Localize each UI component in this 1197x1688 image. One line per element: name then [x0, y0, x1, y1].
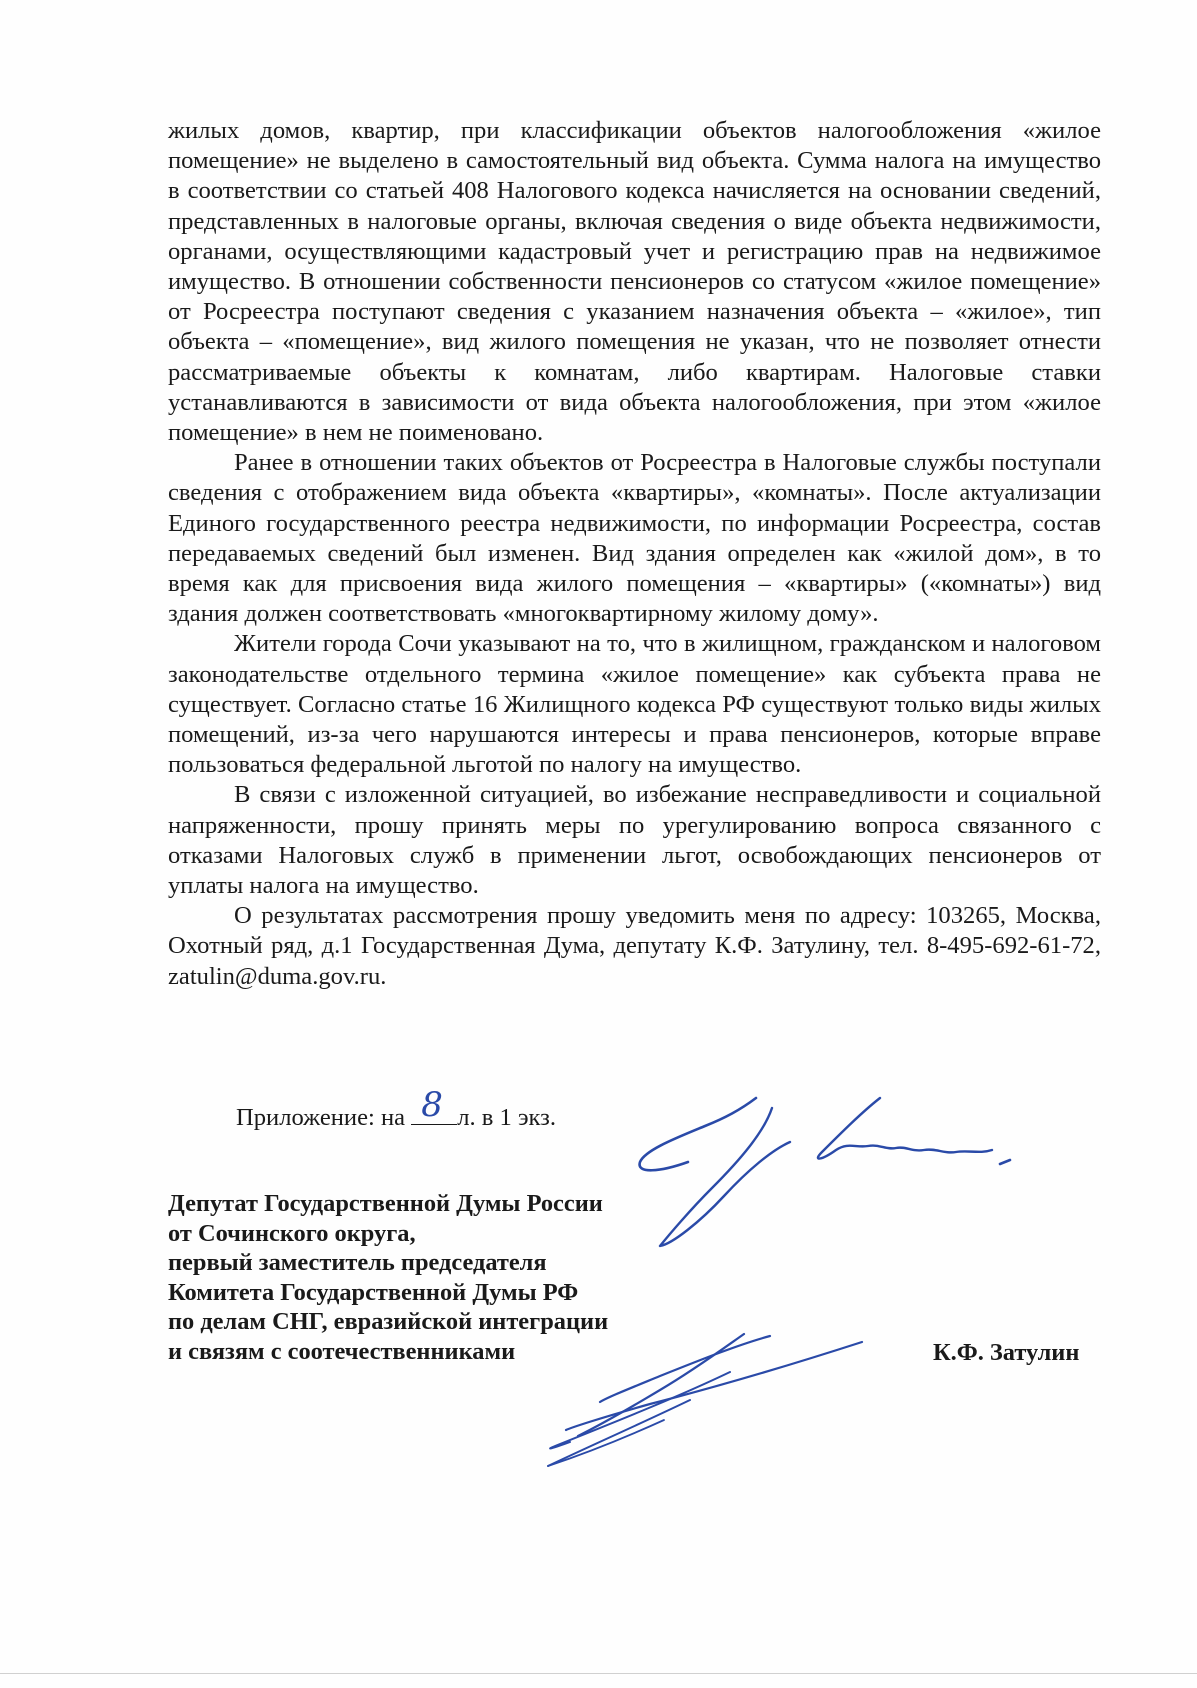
- attachment-suffix: л. в 1 экз.: [457, 1104, 557, 1131]
- attachment-page-count: [411, 1085, 457, 1125]
- signer-name: К.Ф. Затулин: [933, 1339, 1080, 1366]
- signatory-title: [168, 1189, 608, 1367]
- title-line-1: Депутат Государственной Думы России: [168, 1190, 603, 1217]
- paragraph-5: О результатах рассмотрения прошу уведомить меня по адресу: 103265, Москва, Охотный ряд, д.1 Государственная Дума, депутату К.Ф. Затулину, тел. 8-495-692-61-72, zatulin@duma.gov.ru.: [168, 902, 1101, 990]
- scan-edge-line: [0, 1673, 1197, 1674]
- attachment-line: [236, 1085, 557, 1133]
- paragraph-1: жилых домов, квартир, при классификации объектов налогообложения «жилое помещение» не выделено в самостоятельный вид объекта. Сумма налога на имущество в соответствии со статьей 408 Налогового кодекса начисляется на основании сведений, представленных в налоговые органы, включая сведения о виде объекта недвижимости, органами, осуществляющими кадастровый учет и регистрацию прав на недвижимое имущество. В отношении собственности пенсионеров со статусом «жилое помещение» от Росреестра поступают сведения с указанием назначения объекта – «жилое», тип объекта – «помещение», вид жилого помещения не указан, что не позволяет отнести рассматриваемые объекты к комнатам, либо квартирам. Налоговые ставки устанавливаются в зависимости от вида объекта налогообложения, при этом «жилое помещение» в нем не поименовано.: [168, 117, 1101, 447]
- title-line-2: от Сочинского округа,: [168, 1219, 416, 1247]
- title-line-5: по делам СНГ, евразийской интеграции: [168, 1308, 609, 1336]
- title-line-3: первый заместитель председателя: [168, 1249, 547, 1277]
- handwritten-page-count: 8: [421, 1085, 443, 1125]
- title-line-4: Комитета Государственной Думы РФ: [168, 1278, 579, 1306]
- letter-body: [168, 116, 1101, 992]
- paragraph-2: Ранее в отношении таких объектов от Росреестра в Налоговые службы поступали сведения с отображением вида объекта «квартиры», «комнаты». После актуализации Единого государственного реестра недвижимости, по информации Росреестра, состав передаваемых сведений был изменен. Вид здания определен как «жилой дом», в то время как для присвоения вида жилого помещения – «квартиры» («комнаты») вид здания должен соответствовать «многоквартирному жилому дому».: [168, 449, 1101, 628]
- paragraph-3: Жители города Сочи указывают на то, что в жилищном, гражданском и налоговом законодательстве отдельного термина «жилое помещение» как субъекта права не существует. Согласно статье 16 Жилищного кодекса РФ существуют только виды жилых помещений, из-за чего нарушаются интересы и права пенсионеров, которые вправе пользоваться федеральной льготой по налогу на имущество.: [168, 630, 1101, 779]
- paragraph-4: В связи с изложенной ситуацией, во избежание несправедливости и социальной напряженности, прошу принять меры по урегулированию вопроса связанного с отказами Налоговых служб в применении льгот, освобождающих пенсионеров от уплаты налога на имущество.: [168, 781, 1101, 900]
- upper-signature: [640, 1098, 1010, 1246]
- attachment-prefix: Приложение: на: [236, 1104, 406, 1131]
- title-line-6: и связям с соотечественниками: [168, 1337, 516, 1365]
